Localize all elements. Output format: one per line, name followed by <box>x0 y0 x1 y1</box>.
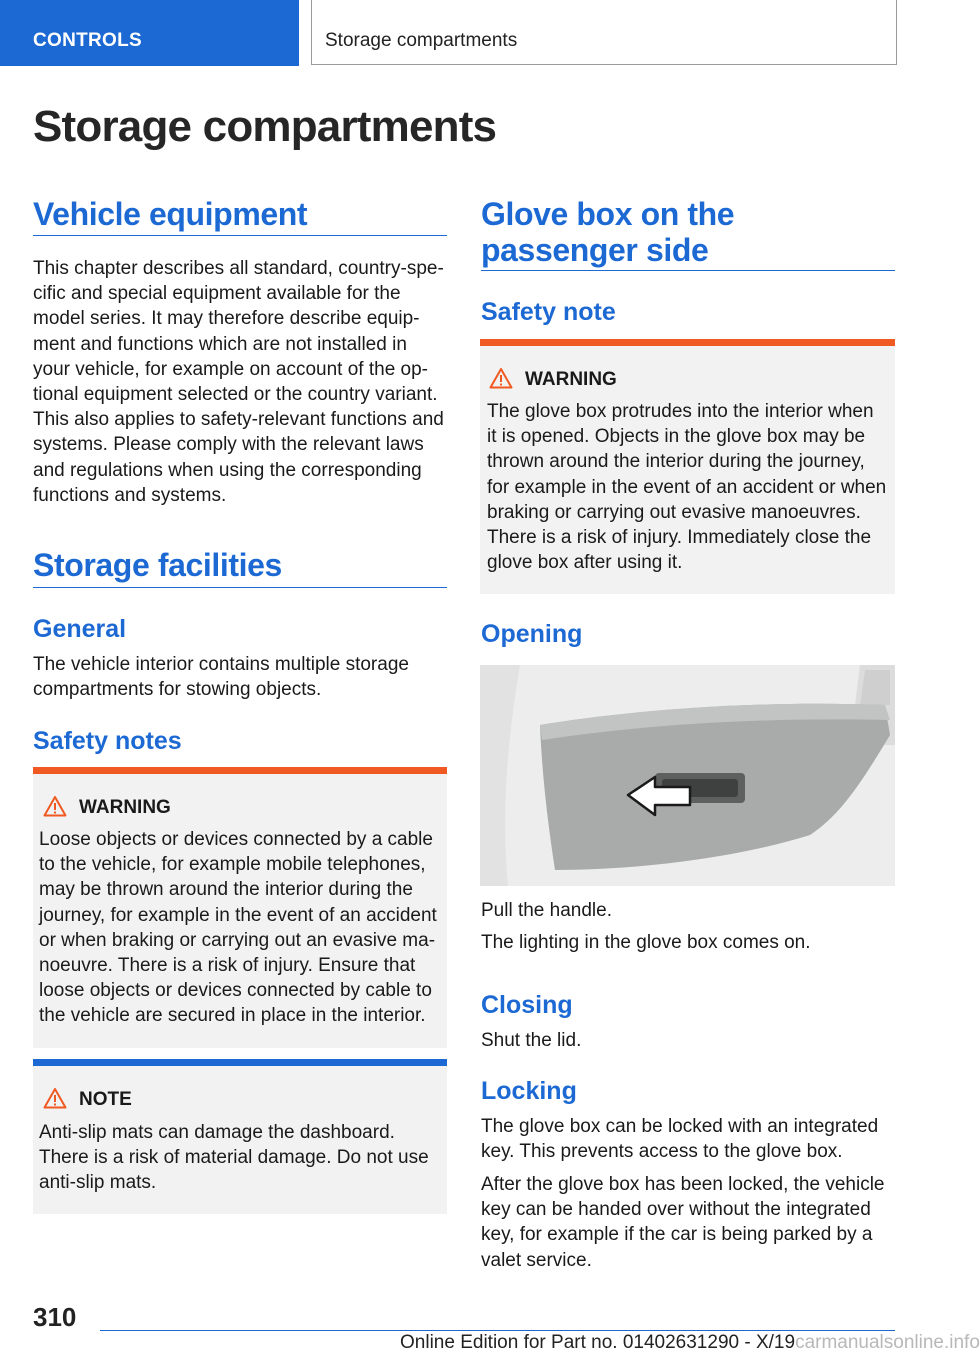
note-text: Anti-slip mats can damage the dashboard. There is a risk of material damage. Do not use anti-slip mats. <box>39 1122 429 1194</box>
heading-rule <box>33 587 447 588</box>
safety-note-heading: Safety note <box>481 298 616 326</box>
vehicle-equipment-heading: Vehicle equipment <box>33 196 308 232</box>
opening-step: Pull the handle. <box>481 900 612 921</box>
heading-rule <box>481 270 895 271</box>
warning-box <box>480 339 895 594</box>
note-box <box>33 1059 447 1214</box>
warning-title: WARNING <box>525 369 617 390</box>
topic-tab <box>311 0 897 65</box>
warning-triangle-icon <box>43 795 67 817</box>
vehicle-equipment-text: This chapter describes all standard, country-spe‐ cific and special equipment available for the model series. It may therefore describe equip‐ ment and functions which are not installed in your vehicle, for example on account of the op‐ tional equipment selected or the country variant. This also applies to safety-relevant functions and systems. Please comply with the relevant laws and regulations when using the corresponding functions and systems. <box>33 258 444 506</box>
locking-text-1: The glove box can be locked with an integrated key. This prevents access to the glove box. <box>481 1116 879 1163</box>
safety-notes-heading: Safety notes <box>33 727 182 755</box>
locking-text-2: After the glove box has been locked, the vehicle key can be handed over without the integrated key, for example if the car is being parked by a valet service. <box>481 1174 885 1271</box>
glove-box-photo <box>480 665 895 886</box>
edition-line: Online Edition for Part no. 01402631290 - X/19carmanualsonline.info <box>400 1332 980 1353</box>
general-text: The vehicle interior contains multiple storage compartments for stowing objects. <box>33 654 409 701</box>
footer-rule <box>100 1330 895 1331</box>
page-number: 310 <box>33 1302 77 1332</box>
warning-triangle-icon <box>43 1087 67 1109</box>
warning-text: Loose objects or devices connected by a cable to the vehicle, for example mobile telephones, may be thrown around the interior during the journey, for example in the event of an accident or when braking or carrying out an evasive ma‐ noeuvre. There is a risk of injury. Ensure that loose objects or devices connected by cable to the vehicle are secured in place in the interior. <box>39 829 437 1027</box>
note-title: NOTE <box>79 1089 132 1110</box>
heading-rule <box>33 235 447 236</box>
topic-label: Storage compartments <box>325 30 518 51</box>
warning-bar <box>480 339 895 346</box>
locking-heading: Locking <box>481 1077 577 1105</box>
note-bar <box>33 1059 447 1066</box>
page-title: Storage compartments <box>33 102 497 151</box>
warning-box <box>33 767 447 1048</box>
warning-bar <box>33 767 447 774</box>
opening-result: The lighting in the glove box comes on. <box>481 932 811 953</box>
warning-title: WARNING <box>79 797 171 818</box>
glove-box-heading: Glove box on the passenger side <box>481 196 735 268</box>
warning-text: The glove box protrudes into the interior when it is opened. Objects in the glove box may be thrown around the interior during the journey, for example in the event of an accident or when braking or carrying out evasive manoeuvres. There is a risk of injury. Immediately close the glove box after using it. <box>487 401 887 574</box>
warning-triangle-icon <box>489 367 513 389</box>
opening-heading: Opening <box>481 620 583 648</box>
storage-facilities-heading: Storage facilities <box>33 547 282 583</box>
section-tab <box>0 0 299 66</box>
closing-heading: Closing <box>481 991 573 1019</box>
closing-text: Shut the lid. <box>481 1030 582 1051</box>
watermark: carmanualsonline.info <box>795 1332 980 1353</box>
section-label: CONTROLS <box>33 30 143 51</box>
general-heading: General <box>33 615 127 643</box>
